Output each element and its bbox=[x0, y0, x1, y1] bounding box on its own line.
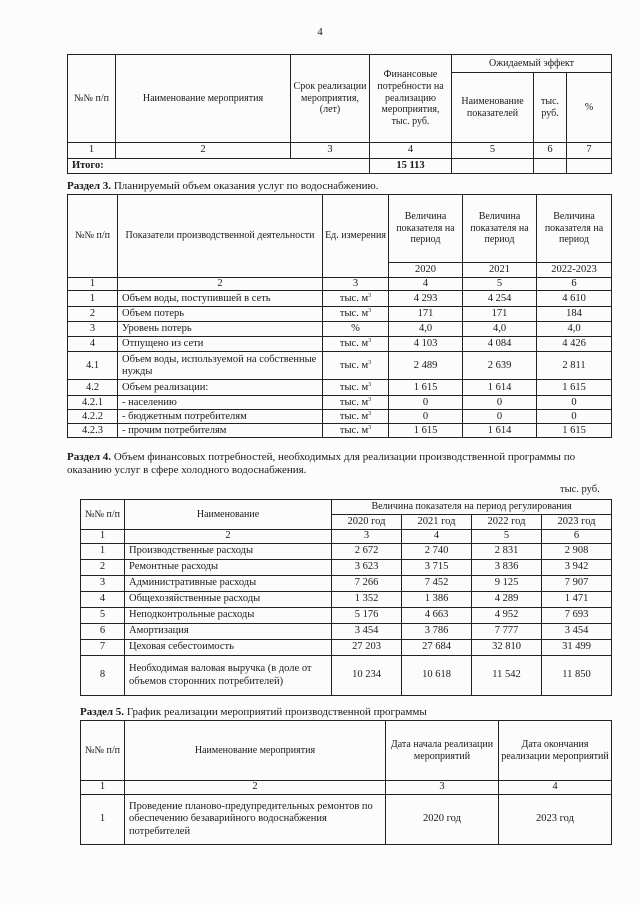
col-num-header: №№ п/п bbox=[68, 55, 116, 143]
table-row bbox=[68, 352, 612, 380]
col-value-header: Величина показателя на период bbox=[537, 195, 612, 263]
section-5-heading: Раздел 5. График реализации мероприятий производственной программы bbox=[80, 706, 427, 718]
row-num: 4 bbox=[81, 592, 125, 608]
table-row bbox=[68, 322, 612, 337]
table-row bbox=[81, 576, 612, 592]
row-value: 0 bbox=[463, 396, 537, 410]
row-value: 1 615 bbox=[537, 380, 612, 396]
column-number-row: 1 2 3 4 5 6 bbox=[68, 278, 612, 291]
col-name-header: Наименование мероприятия bbox=[116, 55, 291, 143]
row-num: 7 bbox=[81, 640, 125, 656]
row-value: 1 614 bbox=[463, 380, 537, 396]
year-2022: 2022 год bbox=[472, 515, 542, 530]
year-2020: 2020 bbox=[389, 263, 463, 278]
unit-label: тыс. руб. bbox=[560, 484, 600, 495]
row-num: 4.2.2 bbox=[68, 410, 118, 424]
year-2021: 2021 год bbox=[402, 515, 472, 530]
row-start: 2020 год bbox=[386, 795, 499, 845]
row-num: 3 bbox=[68, 322, 118, 337]
row-name: Отпущено из сети bbox=[118, 337, 323, 352]
row-value: 4 084 bbox=[463, 337, 537, 352]
year-2021: 2021 bbox=[463, 263, 537, 278]
section-4-heading: Раздел 4. Объем финансовых потребностей, необходимых для реализации производственной программы по оказанию услуг в сфере холодного водоснабжения. bbox=[67, 451, 576, 477]
row-value: 3 454 bbox=[542, 624, 612, 640]
col-effect-name-header: Наименование показателей bbox=[452, 73, 534, 143]
col-effect-rub-header: тыс. руб. bbox=[534, 73, 567, 143]
table-row bbox=[81, 656, 612, 696]
table-row bbox=[68, 291, 612, 307]
row-num: 6 bbox=[81, 624, 125, 640]
row-name: Цеховая себестоимость bbox=[125, 640, 332, 656]
table-row bbox=[81, 795, 612, 845]
row-value: 10 234 bbox=[332, 656, 402, 696]
row-name: Административные расходы bbox=[125, 576, 332, 592]
table-row bbox=[81, 624, 612, 640]
row-unit: тыс. $м^3$ bbox=[323, 352, 389, 380]
row-num: 4 bbox=[68, 337, 118, 352]
section-3-heading: Раздел 3. Планируемый объем оказания услуг по водоснабжению. bbox=[67, 180, 379, 192]
row-value: 10 618 bbox=[402, 656, 472, 696]
row-value: 1 615 bbox=[389, 424, 463, 438]
col-value-header: Величина показателя на период регулирования bbox=[332, 500, 612, 515]
row-unit: тыс. $м^3$ bbox=[323, 307, 389, 322]
row-value: 31 499 bbox=[542, 640, 612, 656]
col-finance-header: Финансовые потребности на реализацию мероприятия, тыс. руб. bbox=[370, 55, 452, 143]
row-value: 3 715 bbox=[402, 560, 472, 576]
row-unit: % bbox=[323, 322, 389, 337]
row-num: 4.2.1 bbox=[68, 396, 118, 410]
table-row bbox=[81, 544, 612, 560]
row-value: 0 bbox=[389, 396, 463, 410]
col-value-header: Величина показателя на период bbox=[389, 195, 463, 263]
column-number-row: 1 2 3 4 5 6 7 bbox=[68, 143, 612, 159]
row-value: 0 bbox=[537, 410, 612, 424]
row-value: 4 293 bbox=[389, 291, 463, 307]
row-value: 2 489 bbox=[389, 352, 463, 380]
measures-table bbox=[67, 54, 612, 174]
row-num: 4.2 bbox=[68, 380, 118, 396]
row-value: 2 908 bbox=[542, 544, 612, 560]
row-unit: тыс. $м^3$ bbox=[323, 380, 389, 396]
row-value: 3 623 bbox=[332, 560, 402, 576]
row-value: 184 bbox=[537, 307, 612, 322]
row-value: 2 811 bbox=[537, 352, 612, 380]
row-value: 1 352 bbox=[332, 592, 402, 608]
row-num: 2 bbox=[81, 560, 125, 576]
total-row bbox=[68, 159, 612, 174]
row-value: 27 684 bbox=[402, 640, 472, 656]
row-num: 8 bbox=[81, 656, 125, 696]
table-row bbox=[81, 592, 612, 608]
row-value: 4 103 bbox=[389, 337, 463, 352]
col-term-header: Срок реализации мероприятия, (лет) bbox=[291, 55, 370, 143]
row-num: 3 bbox=[81, 576, 125, 592]
row-num: 1 bbox=[68, 291, 118, 307]
row-name: Производственные расходы bbox=[125, 544, 332, 560]
col-name-header: Наименование мероприятия bbox=[125, 721, 386, 781]
row-value: 11 542 bbox=[472, 656, 542, 696]
row-value: 1 615 bbox=[537, 424, 612, 438]
col-value-header: Величина показателя на период bbox=[463, 195, 537, 263]
table-row bbox=[68, 396, 612, 410]
row-unit: тыс. $м^3$ bbox=[323, 291, 389, 307]
row-value: 2 740 bbox=[402, 544, 472, 560]
col-indicator-header: Показатели производственной деятельности bbox=[118, 195, 323, 278]
row-value: 27 203 bbox=[332, 640, 402, 656]
row-value: 7 777 bbox=[472, 624, 542, 640]
page-number: 4 bbox=[317, 26, 323, 38]
row-name: Амортизация bbox=[125, 624, 332, 640]
row-value: 2 672 bbox=[332, 544, 402, 560]
row-num: 4.1 bbox=[68, 352, 118, 380]
row-value: 4,0 bbox=[537, 322, 612, 337]
col-start-header: Дата начала реализации мероприятий bbox=[386, 721, 499, 781]
row-value: 4 663 bbox=[402, 608, 472, 624]
financial-needs-table bbox=[80, 499, 612, 696]
row-num: 1 bbox=[81, 795, 125, 845]
col-effect-header: Ожидаемый эффект bbox=[452, 55, 612, 73]
row-num: 5 bbox=[81, 608, 125, 624]
column-number-row: 1 2 3 4 bbox=[81, 781, 612, 795]
row-value: 4 426 bbox=[537, 337, 612, 352]
row-value: 1 614 bbox=[463, 424, 537, 438]
service-volume-table bbox=[67, 194, 612, 438]
row-unit: тыс. $м^3$ bbox=[323, 410, 389, 424]
row-value: 4 952 bbox=[472, 608, 542, 624]
row-name: Ремонтные расходы bbox=[125, 560, 332, 576]
row-unit: тыс. $м^3$ bbox=[323, 424, 389, 438]
row-name: Объем потерь bbox=[118, 307, 323, 322]
col-unit-header: Ед. измерения bbox=[323, 195, 389, 278]
row-value: 4,0 bbox=[463, 322, 537, 337]
table-row bbox=[68, 380, 612, 396]
row-value: 2 831 bbox=[472, 544, 542, 560]
row-unit: тыс. $м^3$ bbox=[323, 396, 389, 410]
row-value: 1 386 bbox=[402, 592, 472, 608]
column-number-row: 1 2 3 4 5 6 bbox=[81, 530, 612, 544]
row-end: 2023 год bbox=[499, 795, 612, 845]
row-value: 0 bbox=[537, 396, 612, 410]
schedule-table bbox=[80, 720, 612, 845]
table-row bbox=[68, 410, 612, 424]
col-end-header: Дата окончания реализации мероприятий bbox=[499, 721, 612, 781]
table-row bbox=[81, 640, 612, 656]
col-num-header: №№ п/п bbox=[68, 195, 118, 278]
col-num-header: №№ п/п bbox=[81, 721, 125, 781]
total-value: 15 113 bbox=[370, 159, 452, 174]
row-name: Уровень потерь bbox=[118, 322, 323, 337]
service-volume-rows bbox=[68, 291, 612, 438]
row-value: 5 176 bbox=[332, 608, 402, 624]
row-value: 4 610 bbox=[537, 291, 612, 307]
row-name: - бюджетным потребителям bbox=[118, 410, 323, 424]
table-row bbox=[81, 608, 612, 624]
col-effect-pct-header: % bbox=[567, 73, 612, 143]
row-value: 3 454 bbox=[332, 624, 402, 640]
year-2023: 2023 год bbox=[542, 515, 612, 530]
row-name: Необходимая валовая выручка (в доле от объемов сторонних потребителей) bbox=[125, 656, 332, 696]
row-value: 0 bbox=[463, 410, 537, 424]
row-value: 7 907 bbox=[542, 576, 612, 592]
row-name: Общехозяйственные расходы bbox=[125, 592, 332, 608]
row-value: 0 bbox=[389, 410, 463, 424]
row-value: 11 850 bbox=[542, 656, 612, 696]
total-label: Итого: bbox=[68, 159, 370, 174]
row-value: 3 836 bbox=[472, 560, 542, 576]
row-value: 4 254 bbox=[463, 291, 537, 307]
row-value: 7 693 bbox=[542, 608, 612, 624]
row-num: 2 bbox=[68, 307, 118, 322]
col-num-header: №№ п/п bbox=[81, 500, 125, 530]
col-name-header: Наименование bbox=[125, 500, 332, 530]
row-num: 4.2.3 bbox=[68, 424, 118, 438]
year-2022-2023: 2022-2023 bbox=[537, 263, 612, 278]
row-value: 4,0 bbox=[389, 322, 463, 337]
row-value: 171 bbox=[463, 307, 537, 322]
row-name: Объем воды, используемой на собственные нужды bbox=[118, 352, 323, 380]
row-value: 3 942 bbox=[542, 560, 612, 576]
row-num: 1 bbox=[81, 544, 125, 560]
row-value: 9 125 bbox=[472, 576, 542, 592]
financial-needs-rows bbox=[81, 544, 612, 696]
row-name: - населению bbox=[118, 396, 323, 410]
table-row bbox=[68, 307, 612, 322]
row-name: Объем воды, поступившей в сеть bbox=[118, 291, 323, 307]
row-value: 3 786 bbox=[402, 624, 472, 640]
table-row bbox=[68, 424, 612, 438]
year-2020: 2020 год bbox=[332, 515, 402, 530]
row-name: Проведение планово-предупредительных ремонтов по обеспечению безаварийного водоснабжения потребителей bbox=[125, 795, 386, 845]
row-value: 1 615 bbox=[389, 380, 463, 396]
table-row bbox=[81, 560, 612, 576]
row-name: Объем реализации: bbox=[118, 380, 323, 396]
row-name: Неподконтрольные расходы bbox=[125, 608, 332, 624]
row-value: 2 639 bbox=[463, 352, 537, 380]
row-value: 7 452 bbox=[402, 576, 472, 592]
row-value: 1 471 bbox=[542, 592, 612, 608]
row-unit: тыс. $м^3$ bbox=[323, 337, 389, 352]
row-value: 4 289 bbox=[472, 592, 542, 608]
table-row bbox=[68, 337, 612, 352]
row-value: 32 810 bbox=[472, 640, 542, 656]
row-name: - прочим потребителям bbox=[118, 424, 323, 438]
row-value: 7 266 bbox=[332, 576, 402, 592]
row-value: 171 bbox=[389, 307, 463, 322]
